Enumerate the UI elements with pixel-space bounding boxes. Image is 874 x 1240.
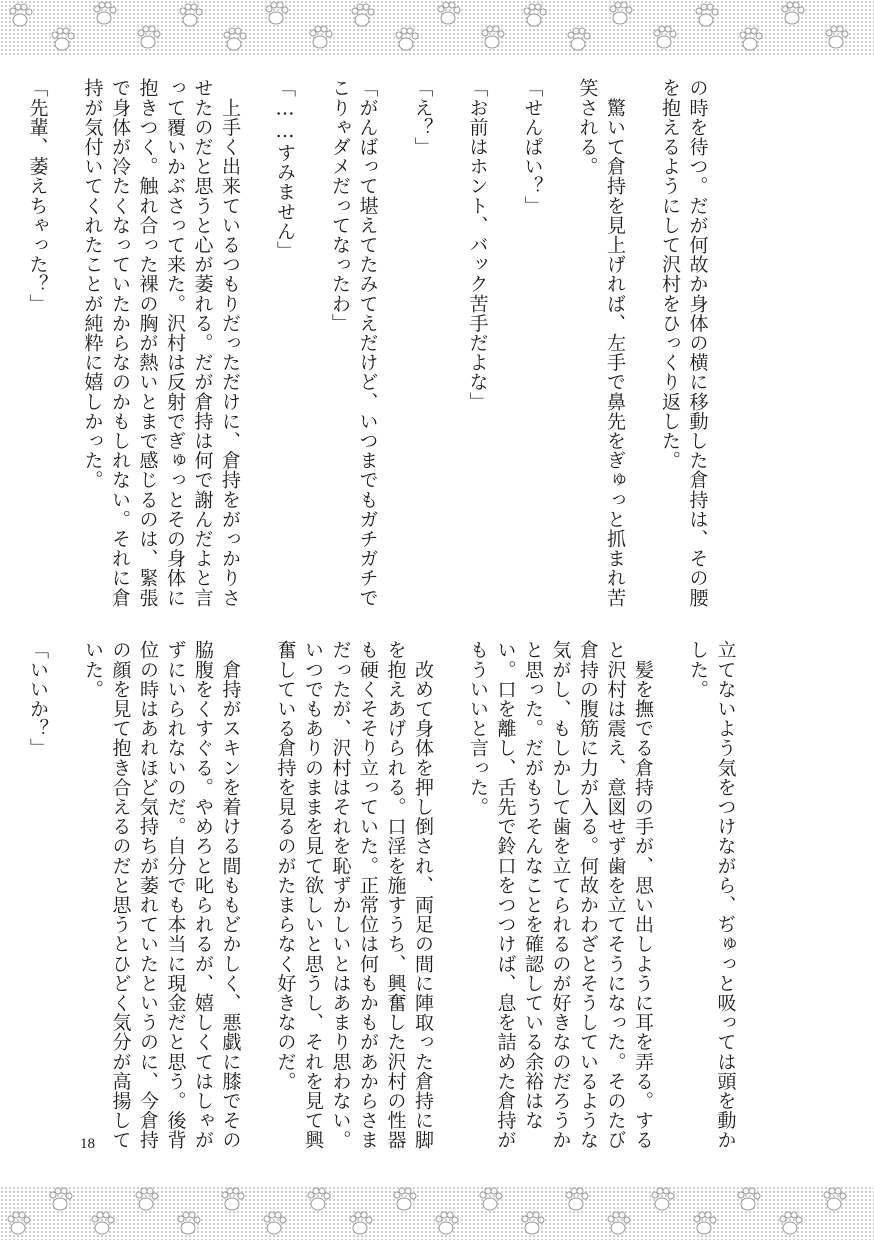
paragraph: 倉持がスキンを着ける間ももどかしく、悪戯に膝でその脇腹をくすぐる。やめろと叱られるが、嬉しくてはしゃがずにいられないのだ。自分でも本当に現金だと思う。後背位の時はあれほど気持ちが萎れていたというのに、今倉持の顔を見て抱き合えるのだと思うとひどく気分が高揚していた。 [82,640,242,1150]
dialogue-line: 「がんばって堪えてたみてえだけど、いつまでもガチガチでこりゃダメだってなったわ」 [329,78,379,608]
dialogue-line: 「……すみません」 [274,78,296,261]
paragraph: 改めて身体を押し倒され、両足の間に陣取った倉持に脚を抱えあげられる。口淫を施すうち、興奮した沢村の性器も硬くそそり立っていた。正常位は何もかもがあからさまだったが、沢村はそれを恥ずかしいとはあまり思わない。いつでもありのままを見て欲しいと思うし、それを見て興奮している倉持を見るのがたまらなく好きなのだ。 [274,640,434,1150]
decorative-paw-band-top [0,0,874,56]
paragraph: の時を待つ。だが何故か身体の横に移動した倉持は、その腰を抱えるようにして沢村をひっくり返した。 [659,78,709,608]
paragraph: 髪を撫でる倉持の手が、思い出しように耳を弄る。すると沢村は震え、意図せず歯を立てそうになった。そのたび倉持の腹筋に力が入る。何故かわざとそうしているような気がし、もしかして歯を立てられるのが好きなのだろうかと思った。だがもうそんなことを確認している余裕はない。口を離し、舌先で鈴口をつつけば、息を詰めた倉持がもういいと言った。 [467,640,654,1150]
dialogue-line: 「お前はホント、バック苦手だよな」 [466,78,489,412]
dialogue-line: 「せんぱい？」 [521,78,544,216]
decorative-paw-band-bottom [0,1186,874,1240]
dialogue-line: 「いいか？」 [27,640,49,758]
paragraph: 驚いて倉持を見上げれば、左手で鼻先をぎゅっと抓まれ苦笑される。 [576,78,626,608]
paw-print-pattern-icon [0,1186,874,1240]
page-number: 18 [80,1136,95,1152]
dialogue-line: 「え？」 [411,78,434,157]
text-column-top [26,78,738,608]
paragraph: 上手く出来ているつもりだっただけに、倉持をがっかりさせたのだと思うと心が萎れる。だが倉持は何で謝んだよと言って覆いかぶさって来た。沢村は反射でぎゅっとその身体に抱きつく。触れ合った裸の胸が熱いとまで感じるのは、緊張で身体が冷たくなっていたからなのかもしれない。それに倉持が気付いてくれたことが純粋に嬉しかった。 [81,78,241,608]
paw-print-pattern-icon [0,0,874,56]
paragraph: 立てないよう気をつけながら、ぢゅっと吸っては頭を動かした。 [687,640,737,1150]
dialogue-line: 「先輩、萎えちゃった？」 [26,78,49,314]
